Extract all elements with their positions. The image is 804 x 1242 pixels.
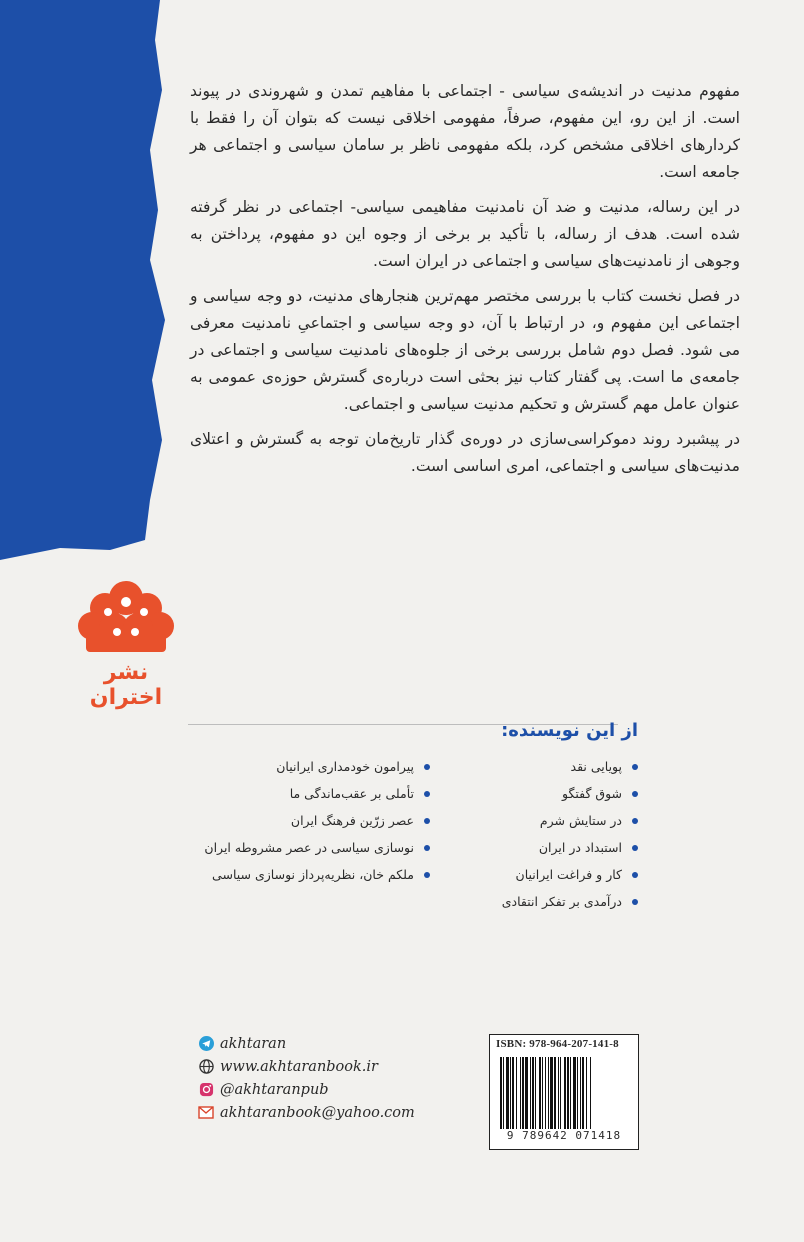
other-books-left-column: [200, 758, 430, 893]
list-item: پیرامون خودمداری ایرانیان: [200, 758, 430, 785]
other-books-title: از این نویسنده:: [501, 720, 638, 741]
publisher-name: نشر اختران: [89, 660, 163, 710]
bullet-icon: [424, 872, 430, 878]
bullet-icon: [632, 818, 638, 824]
bullet-icon: [424, 845, 430, 851]
contact-list: [198, 1032, 415, 1124]
globe-icon: [198, 1059, 214, 1075]
blurb-paragraph-2: در این رساله، مدنیت و ضد آن نامدنیت مفاهیمی سیاسی- اجتماعی در نظر گرفته شده است. هدف از رساله، با تأکید بر برخی از وجوه این دو مفهوم، پرداختن به وجوهی از نامدنیت‌های سیاسی و اجتماعی در ایران است.: [190, 198, 740, 270]
publisher-logo: [72, 568, 180, 710]
list-item: تأملی بر عقب‌ماندگی ما: [200, 785, 430, 812]
instagram-icon: [198, 1082, 214, 1098]
isbn-barcode-box: [489, 1034, 639, 1150]
barcode-icon: [498, 1057, 630, 1129]
list-item: کار و فراغت ایرانیان: [438, 866, 638, 893]
list-item: عصر زرّین فرهنگ ایران: [200, 812, 430, 839]
contact-email[interactable]: akhtaranbook@yahoo.com: [198, 1101, 415, 1124]
bullet-icon: [632, 764, 638, 770]
blurb-paragraph-1: مفهوم مدنیت در اندیشه‌ی سیاسی - اجتماعی با مفاهیم تمدن و شهروندی در پیوند است. از این رو، این مفهوم، صرفاً، مفهومی اخلاقی نیست که بتوان آن را فقط با کردارهای اخلاقی مشخص کرد، بلکه مفهومی ناظر بر سامان سیاسی و اجتماعی هر جامعه است.: [190, 82, 740, 181]
telegram-icon: [198, 1036, 214, 1052]
blurb-paragraph-3: در فصل نخست کتاب با بررسی مختصر مهم‌ترین هنجارهای مدنیت، دو وجه سیاسی و اجتماعی این مفهوم و، در ارتباط با آن، دو وجه سیاسی و اجتماعیِ نامدنیت معرفی می شود. فصل دوم شامل بررسی برخی از جلوه‌های نامدنیت سیاسی و اجتماعی در جامعه‌ی ما است. پی گفتار کتاب نیز بحثی است درباره‌ی گسترش حوزه‌ی عمومی به عنوان عامل مهم گسترش و تحکیم مدنیت سیاسی و اجتماعی.: [190, 287, 740, 413]
contact-instagram[interactable]: @akhtaranpub: [198, 1078, 415, 1101]
list-item: پویایی نقد: [438, 758, 638, 785]
contact-telegram[interactable]: akhtaran: [198, 1032, 415, 1055]
list-item: درآمدی بر تفکر انتقادی: [438, 893, 638, 920]
blurb-paragraph-4: در پیشبرد روند دموکراسی‌سازی در دوره‌ی گذار تاریخ‌مان توجه به گسترش و اعتلای مدنیت‌های سیاسی و اجتماعی، امری اساسی است.: [190, 430, 740, 475]
list-item: شوق گفتگو: [438, 785, 638, 812]
back-cover-blurb: [190, 78, 740, 488]
list-item: در ستایش شرم: [438, 812, 638, 839]
bullet-icon: [632, 899, 638, 905]
list-item: استبداد در ایران: [438, 839, 638, 866]
other-books-right-column: [438, 758, 638, 920]
bullet-icon: [632, 872, 638, 878]
list-item: نوسازی سیاسی در عصر مشروطه ایران: [200, 839, 430, 866]
flower-icon: [72, 568, 180, 658]
contact-website[interactable]: www.akhtaranbook.ir: [198, 1055, 415, 1078]
mail-icon: [198, 1105, 214, 1121]
bullet-icon: [424, 791, 430, 797]
bullet-icon: [632, 845, 638, 851]
bullet-icon: [424, 764, 430, 770]
bullet-icon: [632, 791, 638, 797]
isbn-digits: 9 789642 071418: [506, 1129, 622, 1142]
isbn-label: ISBN: 978-964-207-141-8: [496, 1038, 619, 1050]
bullet-icon: [424, 818, 430, 824]
list-item: ملکم خان، نظریه‌پرداز نوسازی سیاسی: [200, 866, 430, 893]
